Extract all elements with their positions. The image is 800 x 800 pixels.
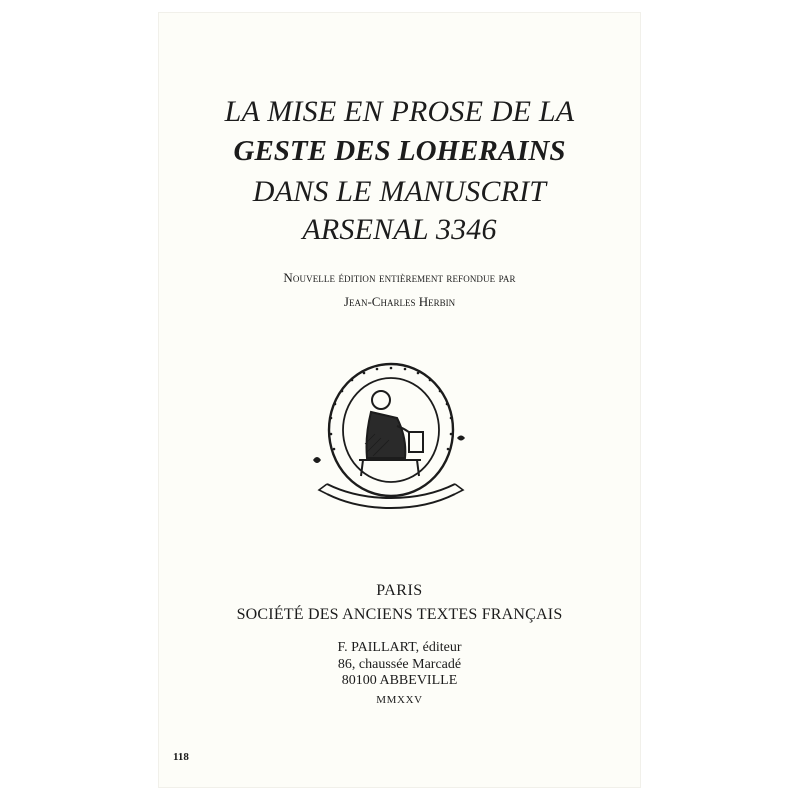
title-line-2: GESTE DES LOHERAINS [233, 135, 566, 167]
page-number: 118 [173, 751, 189, 763]
publisher-city: PARIS [376, 582, 423, 599]
title-page [159, 13, 640, 787]
publisher-town: 80100 ABBEVILLE [341, 673, 458, 688]
publisher-printer: F. PAILLART, éditeur [337, 640, 462, 655]
title-line-1: LA MISE EN PROSE DE LA [224, 95, 575, 128]
publisher-society: SOCIÉTÉ DES ANCIENS TEXTES FRANÇAIS [236, 606, 563, 623]
title-line-4: ARSENAL 3346 [302, 213, 497, 246]
edition-credit: Nouvelle édition entièrement refondue par [283, 270, 516, 285]
publisher-street: 86, chaussée Marcadé [337, 657, 462, 672]
seal-icon [305, 348, 471, 518]
publication-year: MMXXV [376, 694, 423, 706]
title-line-3: DANS LE MANUSCRIT [252, 175, 547, 208]
editor-name: Jean-Charles Herbin [343, 294, 456, 309]
